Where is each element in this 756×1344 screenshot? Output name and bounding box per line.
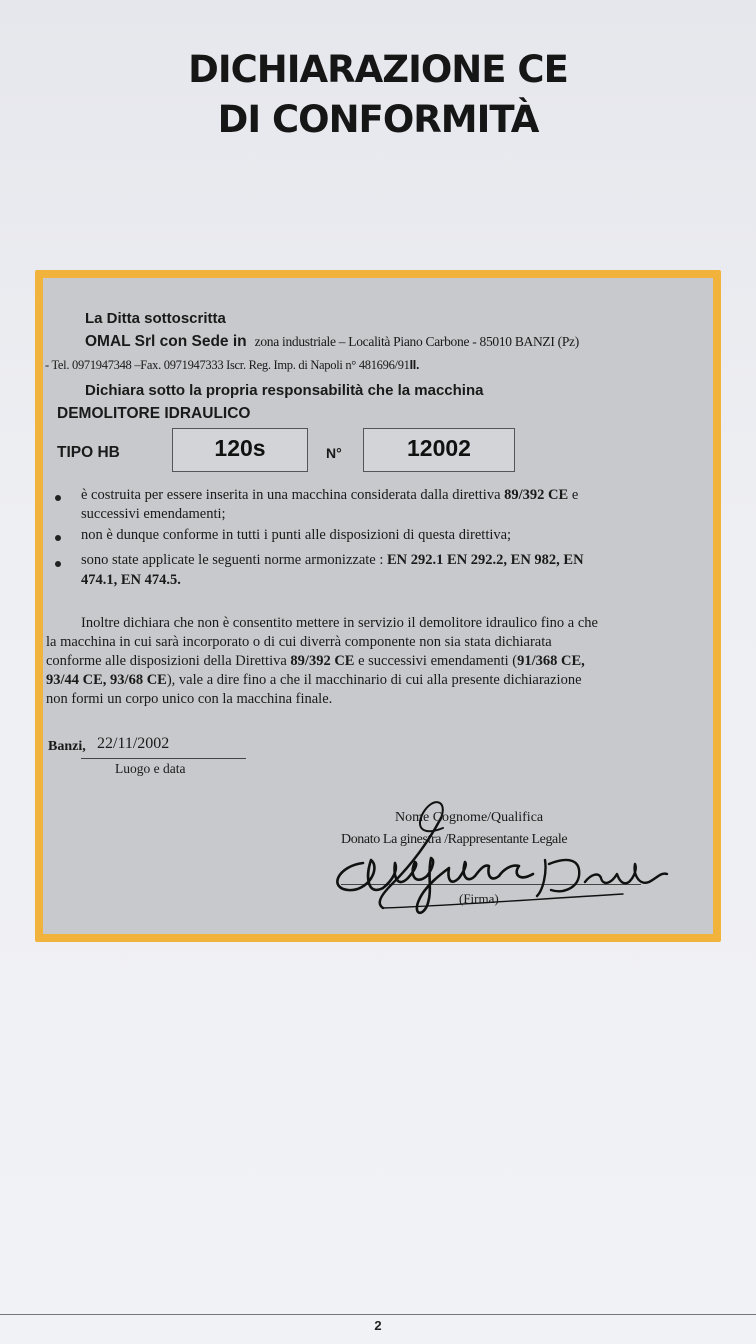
signer-name: Donato La ginestra /Rappresentante Legale [341, 832, 568, 847]
number-value-box [363, 428, 515, 472]
bullet-3-line-2: 474.1, EN 474.5. [81, 572, 181, 588]
bullet-3-line-1 [81, 551, 584, 570]
bullet-3-norms: EN 292.1 EN 292.2, EN 982, EN [387, 552, 584, 568]
contacts-text: - Tel. 0971947348 –Fax. 0971947333 Iscr. Reg. Imp. di Napoli n° 481696/91 [45, 358, 410, 372]
bullet-dot [55, 495, 61, 501]
contacts-suffix: II. [409, 358, 420, 372]
declaration-frame [35, 270, 721, 942]
paragraph-directives: 93/44 CE, 93/68 CE [46, 672, 167, 688]
paragraph-text: conforme alle disposizioni della Direttiva [46, 653, 291, 669]
type-value: 120s [214, 435, 266, 461]
date: 22/11/2002 [97, 735, 170, 752]
bullet-1-directive: 89/392 CE [504, 487, 569, 503]
type-label: TIPO HB [57, 444, 120, 461]
declaration-panel [43, 278, 713, 934]
company-address: zona industriale – Località Piano Carbone - 85010 BANZI (Pz) [254, 334, 579, 349]
page-number: 2 [374, 1318, 382, 1333]
contacts-line [45, 358, 419, 373]
paragraph-line-1: Inoltre dichiara che non è consentito mettere in servizio il demolitore idraulico fino a che [81, 615, 598, 631]
place-date-label: Luogo e data [115, 761, 186, 776]
bullet-2-line-1: non è dunque conforme in tutti i punti alle disposizioni di questa direttiva; [81, 527, 512, 543]
handwritten-signature [323, 778, 663, 928]
signature-label: (Firma) [459, 891, 499, 906]
bullet-dot [55, 561, 61, 567]
paragraph-text: ), vale a dire fino a che il macchinario di cui alla presente dichiarazione [166, 672, 582, 688]
title-line-2: DI CONFORMITÀ [217, 98, 539, 141]
company-name: OMAL Srl con Sede in [85, 333, 247, 350]
machine-name: DEMOLITORE IDRAULICO [57, 405, 251, 422]
declares-text: Dichiara sotto la propria responsabilità che la macchina [85, 382, 484, 399]
place: Banzi, [48, 739, 86, 754]
paragraph-line-3 [46, 652, 585, 671]
signer-label: Nome Cognome/Qualifica [395, 810, 544, 825]
bullet-1-line-2: successivi emendamenti; [81, 506, 226, 522]
number-label: N° [326, 445, 342, 461]
footer-rule [0, 1314, 756, 1315]
title-line-1: DICHIARAZIONE CE [188, 48, 568, 91]
bullet-1-line-1 [81, 486, 578, 505]
bullet-dot [55, 535, 61, 541]
company-line [85, 333, 579, 351]
type-value-box [172, 428, 308, 472]
paragraph-text: e successivi emendamenti ( [354, 653, 518, 669]
paragraph-line-4 [46, 671, 582, 690]
bullet-1-text: è costruita per essere inserita in una macchina considerata dalla direttiva [81, 487, 505, 503]
bullet-3-text: sono state applicate le seguenti norme armonizzate : [81, 552, 387, 568]
bullet-1-end: e [568, 487, 579, 503]
paragraph-directive: 89/392 CE [290, 653, 355, 669]
paragraph-directive: 91/368 CE, [517, 653, 585, 669]
number-value: 12002 [407, 435, 471, 461]
intro-text: La Ditta sottoscritta [85, 310, 226, 327]
paragraph-line-2: la macchina in cui sarà incorporato o di cui diverrà componente non sia stata dichiarata [46, 634, 552, 650]
paragraph-line-5: non formi un corpo unico con la macchina finale. [46, 691, 333, 707]
